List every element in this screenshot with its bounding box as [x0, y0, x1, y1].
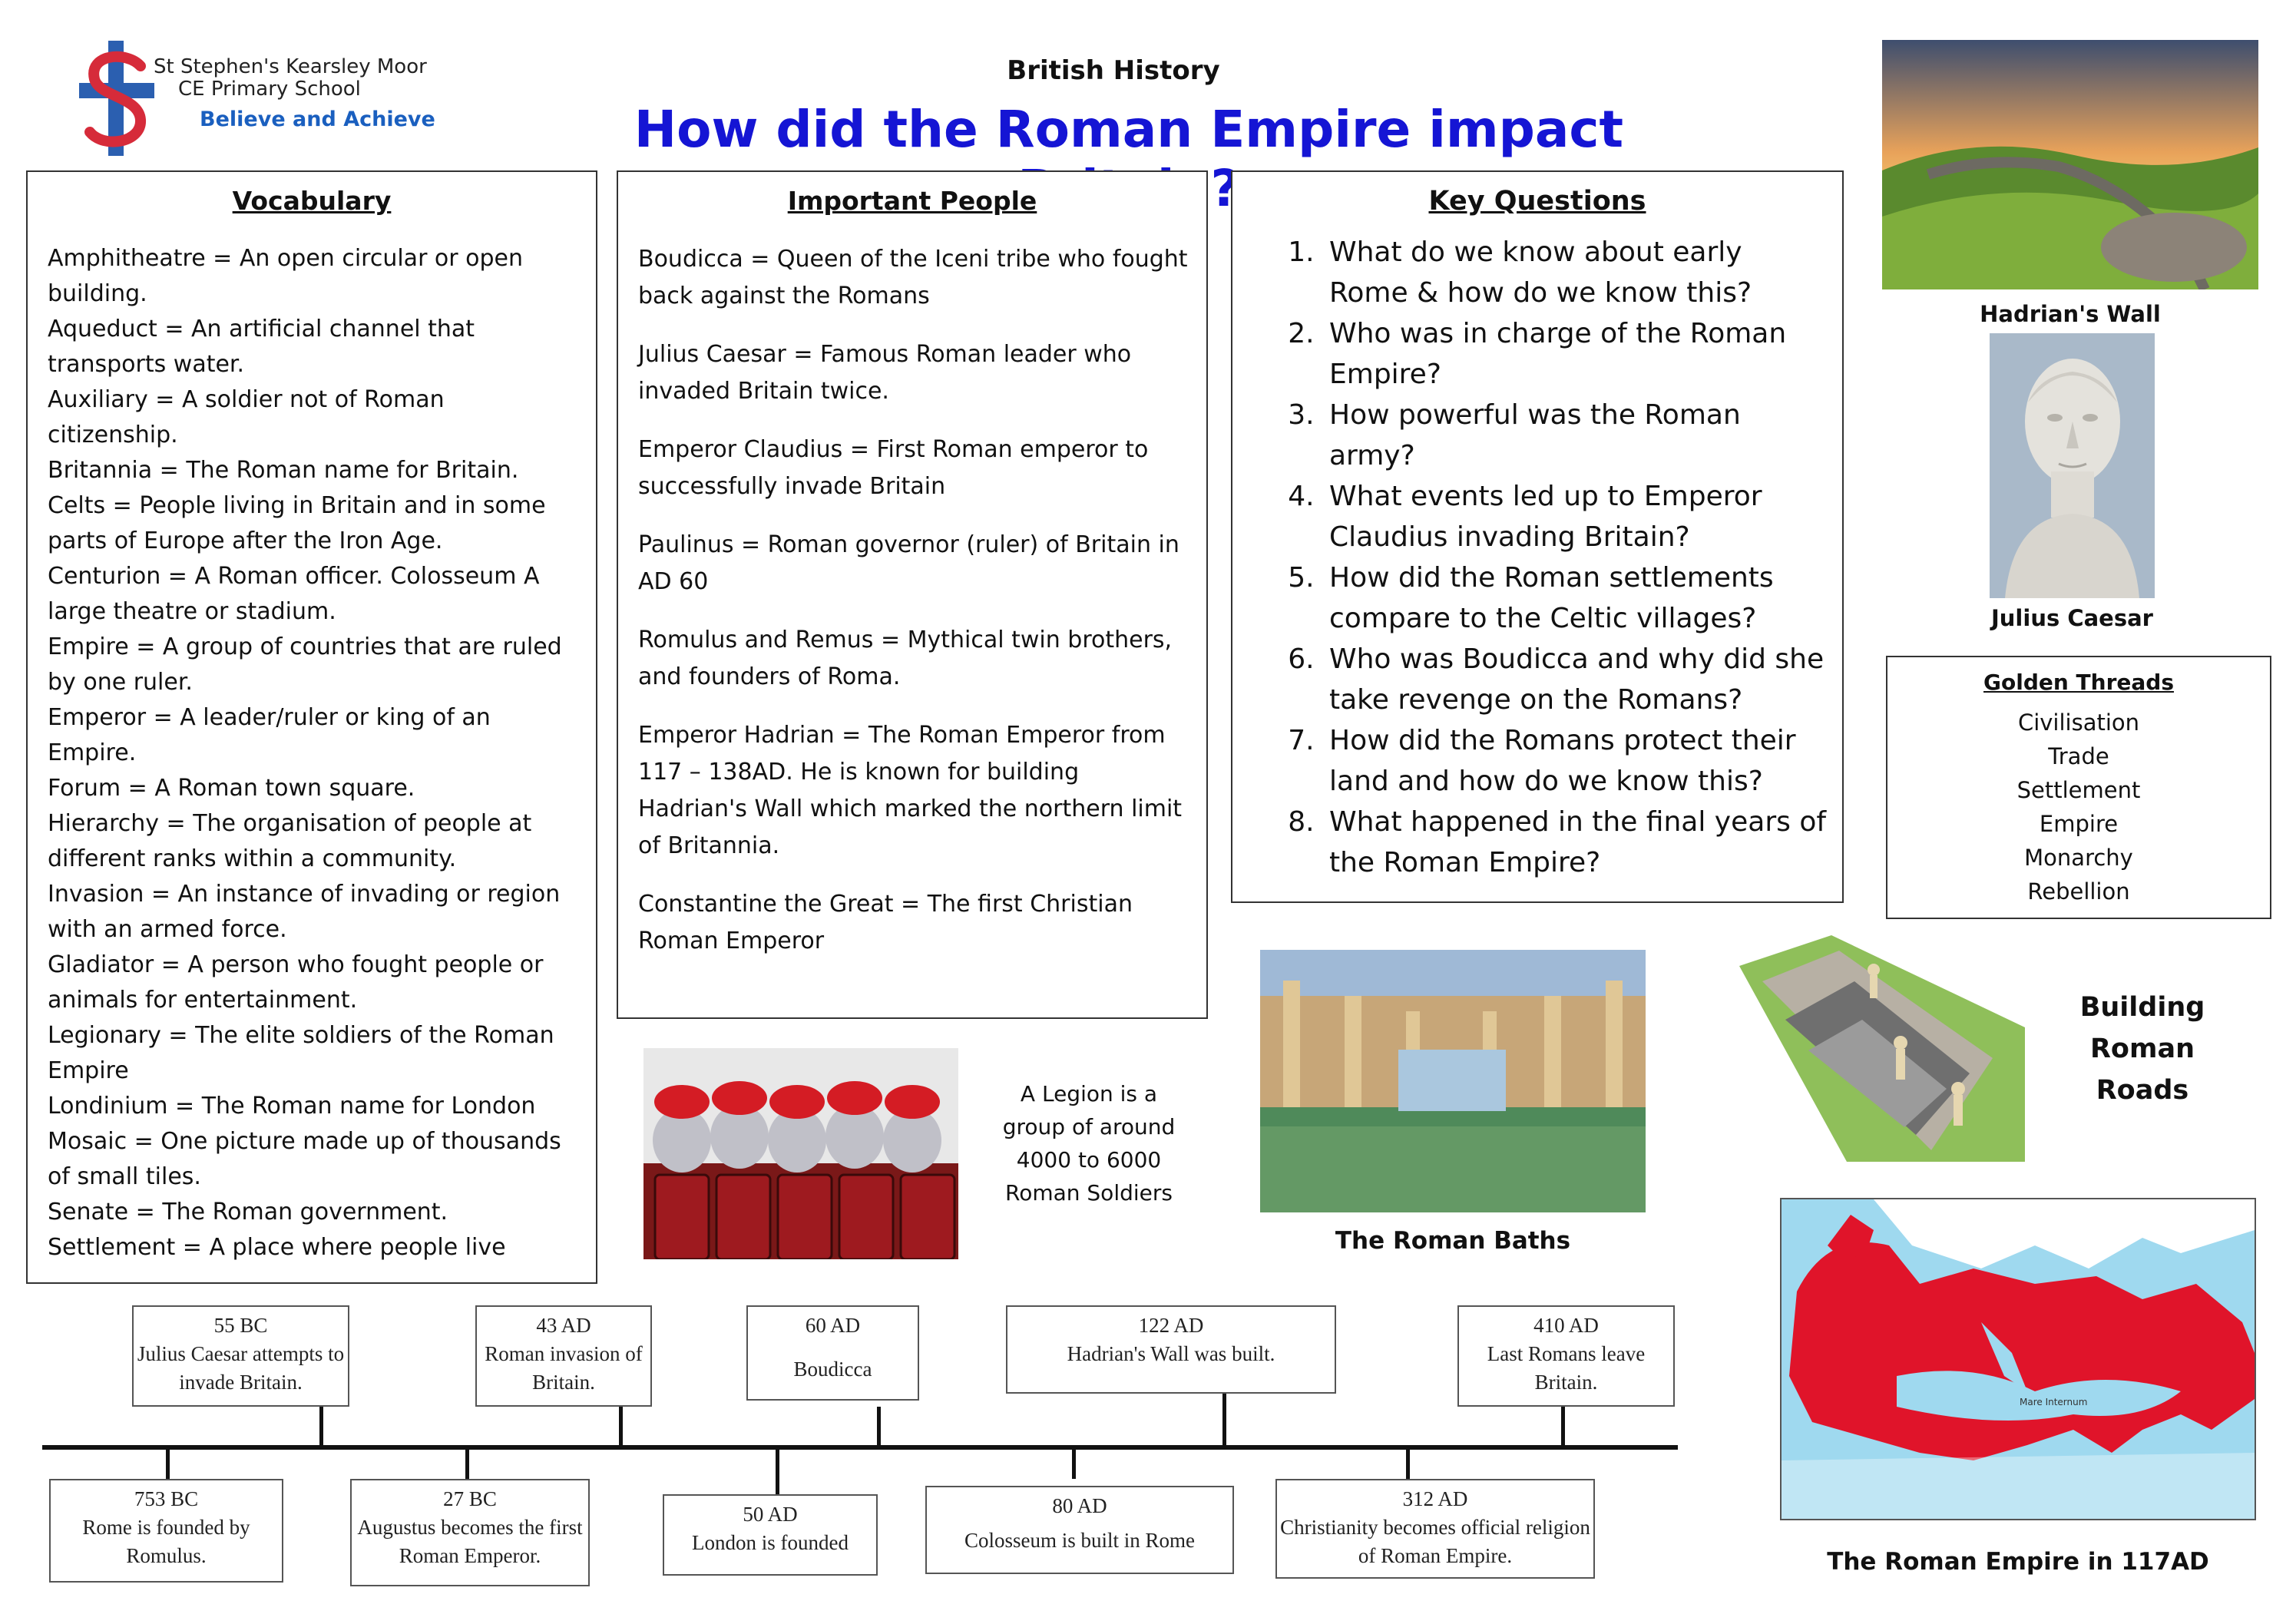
event-text: Roman invasion of Britain.	[485, 1342, 643, 1394]
list-item: Emperor Hadrian = The Roman Emperor from 117 – 138AD. He is known for building Hadrian's Wall which marked the northern limit of Britannia.	[638, 722, 1183, 859]
list-item: Aqueduct = An artificial channel that transports water.	[48, 316, 475, 378]
timeline-tick	[619, 1407, 623, 1447]
golden-threads-list	[1887, 706, 2270, 908]
event-text: Boudicca	[793, 1358, 872, 1381]
list-item: Invasion = An instance of invading or region with an armed force.	[48, 881, 561, 943]
roman-baths-image	[1260, 950, 1646, 1212]
list-item: Constantine the Great = The first Christian Roman Emperor	[638, 891, 1133, 954]
list-item: Rebellion	[2027, 878, 2130, 905]
roman-empire-map	[1780, 1198, 2256, 1520]
list-item: Centurion = A Roman officer. Colosseum A large theatre or stadium.	[48, 563, 540, 625]
list-item: 7. How did the Romans protect their land and how do we know this?	[1323, 720, 1828, 802]
timeline-tick	[1222, 1394, 1226, 1447]
hadrians-wall-caption: Hadrian's Wall	[1980, 301, 2161, 327]
timeline-event-55bc	[132, 1305, 349, 1407]
list-item: Forum = A Roman town square.	[48, 775, 415, 802]
vocabulary-list	[48, 241, 581, 1265]
timeline-tick	[1406, 1448, 1410, 1479]
list-item: 4. What events led up to Emperor Claudius invading Britain?	[1323, 476, 1828, 557]
legion-caption: A Legion is a group of around 4000 to 6000 Roman Soldiers	[1002, 1081, 1176, 1206]
questions-list	[1279, 232, 1828, 883]
timeline-tick	[877, 1407, 881, 1447]
list-item: 5. How did the Roman settlements compare to the Celtic villages?	[1323, 557, 1828, 639]
list-item: Hierarchy = The organisation of people at different ranks within a community.	[48, 810, 532, 872]
list-item: Civilisation	[2017, 709, 2140, 736]
golden-threads-panel	[1886, 656, 2271, 919]
list-item: Celts = People living in Britain and in some parts of Europe after the Iron Age.	[48, 492, 546, 554]
event-text: Christianity becomes official religion of Roman Empire.	[1280, 1516, 1590, 1567]
timeline-tick	[166, 1448, 170, 1479]
vocabulary-panel	[26, 170, 597, 1284]
list-item: Paulinus = Roman governor (ruler) of Britain in AD 60	[638, 531, 1179, 595]
key-questions-panel	[1231, 170, 1844, 903]
vocabulary-heading: Vocabulary	[232, 186, 392, 216]
event-date: 410 AD	[1533, 1314, 1599, 1337]
timeline-tick	[1561, 1407, 1565, 1447]
timeline-event-80ad	[925, 1486, 1234, 1574]
list-item: Empire = A group of countries that are ruled by one ruler.	[48, 633, 562, 696]
event-date: 55 BC	[213, 1314, 268, 1337]
timeline-tick	[319, 1407, 323, 1447]
event-text: Rome is founded by Romulus.	[82, 1516, 250, 1567]
list-item: 2. Who was in charge of the Roman Empire?	[1323, 313, 1828, 395]
julius-caesar-caption: Julius Caesar	[1991, 605, 2153, 631]
list-item: Senate = The Roman government.	[48, 1199, 448, 1225]
timeline-event-753bc	[49, 1479, 283, 1583]
list-item: 3. How powerful was the Roman army?	[1323, 395, 1828, 476]
list-item: Romulus and Remus = Mythical twin brothers, and founders of Roma.	[638, 627, 1173, 690]
empire-map-caption: The Roman Empire in 117AD	[1827, 1548, 2209, 1576]
list-item: Legionary = The elite soldiers of the Roman Empire	[48, 1022, 554, 1084]
list-item: Settlement	[2016, 777, 2141, 803]
golden-threads-heading: Golden Threads	[1983, 670, 2174, 695]
timeline-event-27bc	[350, 1479, 590, 1586]
roman-baths-caption: The Roman Baths	[1335, 1227, 1571, 1255]
list-item: Boudicca = Queen of the Iceni tribe who fought back against the Romans	[638, 246, 1188, 309]
list-item: 1. What do we know about early Rome & how do we know this?	[1323, 232, 1828, 313]
timeline-event-410ad	[1457, 1305, 1675, 1407]
event-date: 122 AD	[1138, 1314, 1204, 1337]
timeline-event-43ad	[475, 1305, 652, 1407]
list-item: Mosaic = One picture made up of thousands of small tiles.	[48, 1128, 561, 1190]
event-date: 27 BC	[443, 1487, 497, 1510]
timeline-tick	[465, 1448, 469, 1479]
list-item: Londinium = The Roman name for London	[48, 1093, 536, 1120]
building-roads-caption: Building Roman Roads	[2079, 992, 2205, 1106]
timeline-event-122ad	[1006, 1305, 1336, 1394]
event-text: Last Romans leave Britain.	[1487, 1342, 1646, 1394]
list-item: 8. What happened in the final years of the Roman Empire?	[1323, 802, 1828, 883]
list-item: Empire	[2039, 811, 2119, 837]
timeline-tick	[1072, 1448, 1076, 1479]
roman-road-construction-image	[1739, 935, 2025, 1162]
important-people-panel	[617, 170, 1208, 1019]
event-text: London is founded	[692, 1531, 849, 1554]
list-item: Emperor Claudius = First Roman emperor to successfully invade Britain	[638, 436, 1149, 500]
event-date: 50 AD	[743, 1503, 798, 1526]
list-item: Emperor = A leader/ruler or king of an Empire.	[48, 704, 491, 766]
timeline-event-60ad	[746, 1305, 919, 1401]
list-item: Julius Caesar = Famous Roman leader who invaded Britain twice.	[638, 341, 1132, 405]
timeline-event-50ad	[663, 1494, 878, 1576]
event-date: 80 AD	[1052, 1494, 1107, 1517]
school-motto: Believe and Achieve	[200, 107, 435, 131]
school-name-line1: St Stephen's Kearsley Moor	[154, 55, 427, 78]
cross-s-emblem	[73, 37, 161, 160]
page-title: How did the Roman Empire impact	[634, 100, 1624, 159]
event-text: Colosseum is built in Rome	[964, 1529, 1196, 1552]
list-item: Amphitheatre = An open circular or open building.	[48, 245, 524, 307]
list-item: Gladiator = A person who fought people or animals for entertainment.	[48, 951, 544, 1014]
timeline-axis	[42, 1445, 1678, 1450]
timeline-event-312ad	[1275, 1479, 1595, 1579]
event-text: Augustus becomes the first Roman Emperor.	[357, 1516, 583, 1567]
list-item: Auxiliary = A soldier not of Roman citizenship.	[48, 386, 445, 448]
timeline-tick	[776, 1448, 779, 1494]
event-date: 43 AD	[536, 1314, 591, 1337]
list-item: Britannia = The Roman name for Britain.	[48, 457, 519, 484]
important-people-heading: Important People	[787, 186, 1037, 216]
mare-internum-label: Mare Internum	[2020, 1397, 2088, 1407]
event-date: 312 AD	[1402, 1487, 1468, 1510]
event-date: 753 BC	[134, 1487, 199, 1510]
list-item: Trade	[2048, 743, 2109, 769]
event-text: Julius Caesar attempts to invade Britain.	[137, 1342, 345, 1394]
event-date: 60 AD	[805, 1314, 861, 1337]
key-questions-heading: Key Questions	[1428, 186, 1646, 217]
hadrians-wall-image	[1882, 40, 2258, 289]
event-text: Hadrian's Wall was built.	[1067, 1342, 1275, 1365]
list-item: Monarchy	[2024, 845, 2133, 871]
subject-label: British History	[1007, 55, 1220, 86]
people-list	[638, 241, 1191, 981]
school-name-line2: CE Primary School	[178, 78, 361, 101]
roman-legion-image	[643, 1048, 958, 1259]
list-item: 6. Who was Boudicca and why did she take revenge on the Romans?	[1323, 639, 1828, 720]
julius-caesar-bust-image	[1990, 333, 2155, 598]
school-logo	[73, 37, 161, 160]
list-item: Settlement = A place where people live	[48, 1234, 506, 1261]
